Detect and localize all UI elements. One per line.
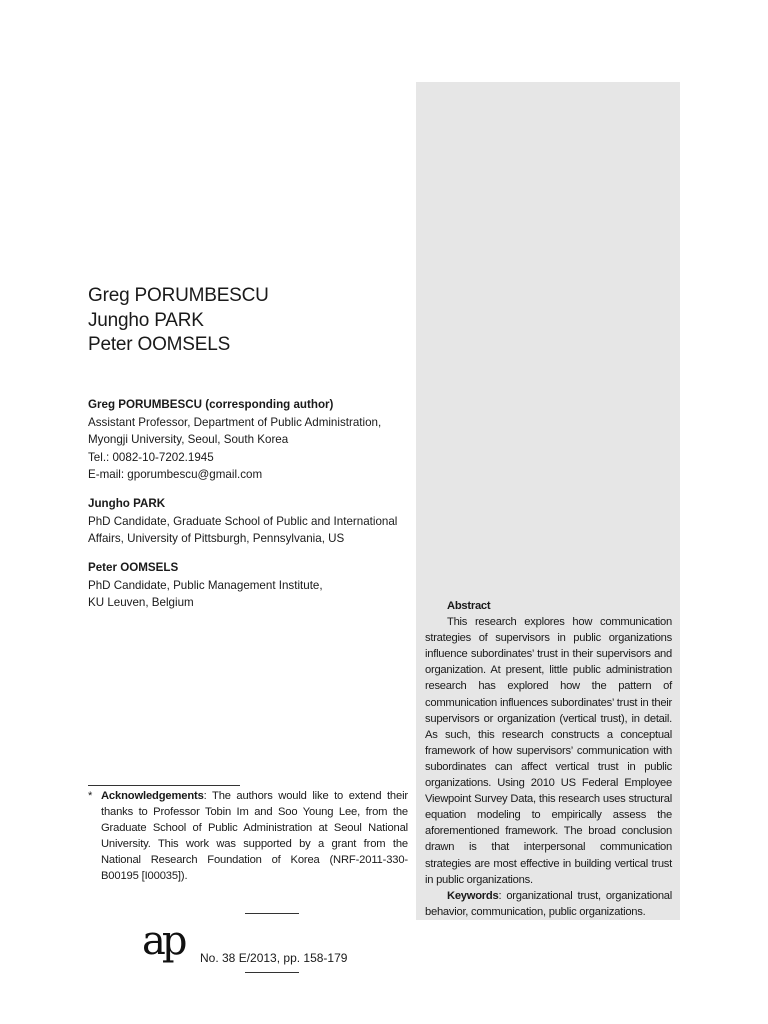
footnote-marker: * <box>88 790 93 802</box>
abstract-heading: Abstract <box>447 600 491 612</box>
footnote-body: : The authors would like to extend their thanks to Professor Tobin Im and Soo Young Lee, from the Graduate School of Public Administration at Seoul National University. This work was supported by a grant from the National Research Foundation of Korea (NRF-2011-330-B00195 [I00035]). <box>101 790 408 883</box>
keywords-text: : organizational trust, organizational behavior, communication, public organizations. <box>425 889 672 918</box>
affiliation-park <box>88 495 408 548</box>
affiliation-line: PhD Candidate, Public Management Institute, <box>88 578 323 592</box>
affiliation-porumbescu <box>88 396 408 484</box>
footnote-label: Acknowledgements <box>101 790 204 802</box>
abstract-body: This research explores how communication strategies of supervisors in public organizations influence subordinates’ trust in their supervisors and organization. At present, little public administration research has explored how the pattern of communication influences subordinates’ trust in their supervisors or organization (vertical trust), in detail. As such, this research constructs a conceptual framework of how supervisors’ communication with subordinates can affect vertical trust in public organizations. Using 2010 US Federal Employee Viewpoint Survey Data, this research uses structural equation modeling to empirically assess the aforementioned framework. The broad conclusion drawn is that interpersonal communication strategies are most effective in building vertical trust in public organizations. <box>425 616 672 886</box>
footnote-rule <box>88 785 240 786</box>
abstract <box>425 598 672 920</box>
affiliation-oomsels <box>88 559 408 612</box>
affiliation-name: Peter OOMSELS <box>88 561 179 574</box>
journal-logo: ap <box>142 918 184 964</box>
author-name-3: Peter OOMSELS <box>88 334 231 355</box>
abstract-keywords <box>425 888 672 920</box>
footnote-text <box>101 788 408 885</box>
affiliation-line: KU Leuven, Belgium <box>88 596 194 609</box>
issue-rule-top <box>245 913 299 914</box>
affiliation-name: Jungho PARK <box>88 497 166 510</box>
issue-rule-bottom <box>245 972 299 973</box>
affiliation-line: Tel.: 0082-10-7202.1945 <box>88 450 214 464</box>
author-name-2: Jungho PARK <box>88 309 204 331</box>
affiliation-line: Assistant Professor, Department of Public Administration, <box>88 415 382 429</box>
issue-info: No. 38 E/2013, pp. 158-179 <box>200 951 348 965</box>
author-name-1: Greg PORUMBESCU <box>88 285 269 306</box>
affiliation-email[interactable]: E-mail: gporumbescu@gmail.com <box>88 468 263 481</box>
author-names <box>88 284 269 358</box>
affiliation-line: Affairs, University of Pittsburgh, Pennsylvania, US <box>88 532 345 545</box>
affiliation-name: Greg PORUMBESCU (corresponding author) <box>88 398 334 411</box>
footnote <box>88 788 408 885</box>
keywords-label: Keywords <box>447 889 499 902</box>
affiliation-line: PhD Candidate, Graduate School of Public and International <box>88 514 398 528</box>
affiliation-line: Myongji University, Seoul, South Korea <box>88 433 289 446</box>
